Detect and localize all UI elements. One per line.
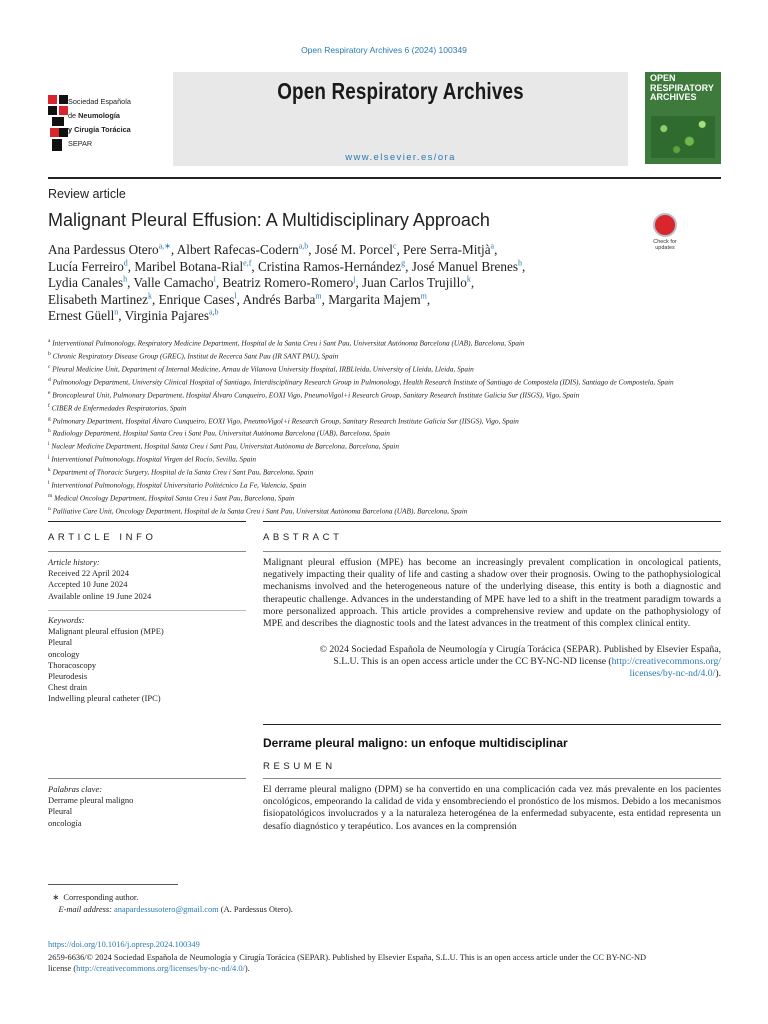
author-name[interactable]: José M. Porcel (314, 242, 393, 257)
author-name[interactable]: Ana Pardessus Otero (48, 242, 159, 257)
license-link[interactable]: http://creativecommons.org/ (611, 656, 721, 668)
affiliation-item: $^c$ Pleural Medicine Unit, Department of Internal Medicine, Arnau de Vilanova University Hospital, IRBLleida, University of Lleida, Lleida, Spain (48, 363, 474, 374)
abstract-heading: ABSTRACT (263, 532, 343, 543)
author-affiliation-marker[interactable]: m (315, 291, 322, 301)
author-name[interactable]: Elisabeth Martinez (48, 291, 148, 307)
check-for-updates-button[interactable]: Check for updates (645, 213, 685, 253)
article-title: Malignant Pleural Effusion: A Multidisciplinary Approach (48, 210, 490, 230)
author-name[interactable]: Juan Carlos Trujillo (362, 275, 467, 291)
author-affiliation-marker[interactable]: g (401, 258, 406, 268)
author-affiliation-marker[interactable]: e,f (243, 258, 252, 268)
palabra-item: oncología (48, 817, 82, 828)
journal-cover-thumbnail[interactable]: OPEN RESPIRATORY ARCHIVES (645, 72, 721, 164)
author-name[interactable]: Maribel Botana-Rial (134, 258, 244, 274)
keywords-rule (48, 610, 246, 611)
keywords-list: Keywords: Malignant pleural effusion (MPE) Pleural oncology Thoracoscopy Pleurodesis Chest drain Indwelling pleural catheter (IPC) (48, 615, 164, 704)
journal-title: Open Respiratory Archives (277, 78, 524, 104)
author-affiliation-marker[interactable]: a,b (208, 307, 219, 317)
author-affiliation-marker[interactable]: k (466, 274, 471, 284)
article-info-rule (48, 551, 246, 552)
author-name[interactable]: Andrés Barba (242, 291, 316, 307)
footer-license-link[interactable]: http://creativecommons.org/licenses/by-nc-nd/4.0/ (76, 964, 245, 974)
author-affiliation-marker[interactable]: c (392, 241, 397, 251)
palabra-item: Pleural (48, 806, 73, 817)
abstract-text: Malignant pleural effusion (MPE) has become an increasingly prevalent complication in oncological patients, negatively impacting their quality of life and casting a shadow over their prognosis. Owing to the pathophysiological mechanisms involved and the heterogeneous nature of the underlying disease, this entity is both a diagnostic and therapeutic challenge. Advances in the understanding of MPE have led to a shift in the treatment paradigm towards a more personalized approach. This article provides a comprehensive review and update on the pathophysiology of MPE and describes the diagnostic tools and the latest advances in the treatment of this complex clinical entity. (263, 557, 721, 630)
affiliation-item: $^m$ Medical Oncology Department, Hospital Santa Creu i Sant Pau, Barcelona, Spain (48, 493, 295, 503)
affiliation-item: $^h$ Radiology Department, Hospital Santa Creu i Sant Pau, Universitat Autónoma Barcelona (UAB), Barcelona, Spain (48, 428, 390, 438)
affiliation-item: $^d$ Pulmonology Department, University Clinical Hospital of Santiago, Interdisciplinary Research Group in Pulmonology, Health Research Institute of Santiago de Compostela (IDIS), Santiago de Compostela, Spain (48, 376, 674, 387)
journal-url-link[interactable]: www.elsevier.es/ora (345, 152, 456, 163)
keyword-item: Chest drain (48, 682, 87, 693)
resumen-text: El derrame pleural maligno (DPM) se ha convertido en una complicación cada vez más prevalente en los pacientes oncológicos, empeorando la calidad de vida y ensombreciendo el pronóstico de los mismos. Debido a los mecanismos fisiopatológicos involucrados y a la naturaleza heterogénea de la enfermedad subyacente, esta entidad representa un desafío diagnóstico y terapéutico. Los avances en la comprensión (263, 784, 721, 832)
affiliation-list (48, 336, 728, 517)
header-divider (48, 177, 721, 179)
affiliation-item: $^l$ Interventional Pulmonology, Hospital Universitario Politécnico La Fe, Valencia, Spain (48, 480, 307, 490)
resumen-heading: RESUMEN (263, 761, 336, 772)
check-updates-icon (653, 213, 677, 237)
keyword-item: Indwelling pleural catheter (IPC) (48, 693, 161, 704)
author-affiliation-marker[interactable]: h (517, 258, 522, 268)
author-name[interactable]: Beatriz Romero-Romero (222, 275, 354, 291)
author-affiliation-marker[interactable]: a (490, 241, 495, 251)
palabra-item: Derrame pleural maligno (48, 795, 134, 806)
author-name[interactable]: José Manuel Brenes (411, 258, 518, 274)
license-link-continued[interactable]: licenses/by-nc-nd/4.0/ (629, 668, 716, 680)
separ-logo-icon (48, 95, 68, 151)
doi-link[interactable]: https://doi.org/10.1016/j.opresp.2024.100349 (48, 940, 200, 949)
author-name[interactable]: Cristina Ramos-Hernández (257, 258, 402, 274)
author-affiliation-marker[interactable]: a,b (298, 241, 309, 251)
affiliation-item: $^a$ Interventional Pulmonology, Respiratory Medicine Department, Hospital de la Santa Creu i Sant Pau, Universitat Autónoma Barcelona (UAB), Barcelona, Spain (48, 338, 525, 348)
abstract-rule (263, 551, 721, 552)
resumen-rule (263, 778, 721, 779)
author-affiliation-marker[interactable]: k (147, 291, 152, 301)
author-affiliation-marker[interactable]: l (234, 291, 237, 301)
footnote-rule (48, 884, 178, 885)
author-affiliation-marker[interactable]: i (213, 274, 216, 284)
affiliation-item: $^k$ Department of Thoracic Surgery, Hospital de la Santa Creu i Sant Pau, Barcelona, Spain (48, 467, 314, 477)
article-history: Article history: Received 22 April 2024 Accepted 10 June 2024 Available online 19 June 2024 (48, 557, 152, 601)
author-affiliation-marker[interactable]: a,∗ (158, 241, 171, 251)
palabras-rule (48, 778, 246, 779)
keyword-item: Thoracoscopy (48, 659, 97, 670)
author-affiliation-marker[interactable]: d (123, 258, 128, 268)
affiliation-item: $^b$ Chronic Respiratory Disease Group (GREC), Institut de Recerca Sant Pau (IR SANT PAU), Spain (48, 350, 339, 361)
affiliation-item: $^e$ Broncopleural Unit, Pulmonary Department, Hospital Álvaro Cunqueiro, EOXI Vigo, PneumoVigol+i Research Group, Sanitary Research Institute Galicia Sur (IISGS), Vigo, Spain (48, 389, 580, 400)
author-name[interactable]: Pere Serra-Mitjà (403, 242, 491, 257)
keyword-item: Pleural (48, 637, 73, 648)
author-name[interactable]: Ernest Güell (48, 308, 115, 324)
keyword-item: Pleurodesis (48, 671, 88, 682)
article-info-heading: ARTICLE INFO (48, 532, 157, 543)
abstract-top-rule (263, 521, 721, 522)
article-info-top-rule (48, 521, 246, 522)
author-affiliation-marker[interactable]: j (353, 274, 356, 284)
footnotes: ∗ Corresponding author. E-mail address: anapardessusotero@gmail.com (A. Pardessus Otero). (48, 893, 293, 914)
spanish-title: Derrame pleural maligno: un enfoque multidisciplinar (263, 736, 568, 750)
author-name[interactable]: Lydia Canales (48, 275, 124, 291)
separ-society-name: Sociedad Española de Neumología y Cirugía Torácica SEPAR (68, 97, 131, 148)
author-affiliation-marker[interactable]: h (123, 274, 128, 284)
author-name[interactable]: Enrique Cases (158, 291, 235, 307)
email-link[interactable]: anapardessusotero@gmail.com (114, 904, 219, 914)
affiliation-item: $^i$ Nuclear Medicine Department, Hospital Santa Creu i Sant Pau, Universitat Autònoma de Barcelona, Barcelona, Spain (48, 441, 399, 451)
author-name[interactable]: Valle Camacho (133, 275, 214, 291)
author-name[interactable]: Albert Rafecas-Codern (176, 242, 299, 257)
author-list: Ana Pardessus Otero$^{a,∗}$, Albert Rafecas-Codern$^{a,b}$, José M. Porcel$^c$, Pere Serra-Mitjà$^a$, Lucía Ferreiro$^d$, Maribel Botana-Rial$^{e,f}$, Cristina Ramos-Hernández$^g$, José Manuel Brenes$^h$, Lydia Canales$^h$, Valle Camacho$^i$, Beatriz Romero-Romero$^j$, Juan Carlos Trujillo$^k$, Elisabeth Martinez$^k$, Enrique Cases$^l$, Andrés Barba$^m$, Margarita Majem$^m$, Ernest Güell$^n$, Virginia Pajares$^{a,b}$ (48, 241, 526, 324)
license-footer: 2659-6636/© 2024 Sociedad Española de Neumología y Cirugía Torácica (SEPAR). Published by Elsevier España, S.L.U. This is an open access article under the CC BY-NC-ND license (http://creativecommons.org/licenses/by-nc-nd/4.0/). (48, 953, 647, 974)
author-name[interactable]: Margarita Majem (328, 291, 421, 307)
author-affiliation-marker[interactable]: m (420, 291, 427, 301)
affiliation-item: $^n$ Palliative Care Unit, Oncology Department, Hospital de la Santa Creu i Sant Pau, Universitat Autònoma Barcelona (UAB), Barcelona, Spain (48, 505, 468, 516)
author-name[interactable]: Virginia Pajares (124, 308, 209, 324)
abstract-copyright: © 2024 Sociedad Española de Neumología y Cirugía Torácica (SEPAR). Published by Elsevier España, S.L.U. This is an open access article under the CC BY-NC-ND license (http://creativecommons.org/ licenses/by-nc-nd/4.0/). (319, 644, 721, 680)
palabras-clave-list: Palabras clave: Derrame pleural maligno Pleural oncología (48, 784, 134, 828)
affiliation-item: $^g$ Pulmonary Department, Hospital Álvaro Cunqueiro, EOXI Vigo, PneumoVigol+i Research Group, Sanitary Research Institute Galicia Sur (IISGS), Vigo, Spain (48, 415, 519, 425)
affiliation-item: $^f$ CIBER de Enfermedades Respiratorias, Spain (48, 402, 187, 413)
author-affiliation-marker[interactable]: n (114, 307, 119, 317)
keyword-item: oncology (48, 648, 80, 659)
keyword-item: Malignant pleural effusion (MPE) (48, 626, 164, 637)
author-name[interactable]: Lucía Ferreiro (48, 258, 124, 274)
article-type: Review article (48, 187, 126, 201)
affiliation-item: $^j$ Interventional Pulmonology, Hospital Virgen del Rocío, Sevilla, Spain (48, 454, 257, 464)
spanish-section-rule (263, 724, 721, 725)
journal-citation[interactable]: Open Respiratory Archives 6 (2024) 100349 (301, 45, 467, 55)
